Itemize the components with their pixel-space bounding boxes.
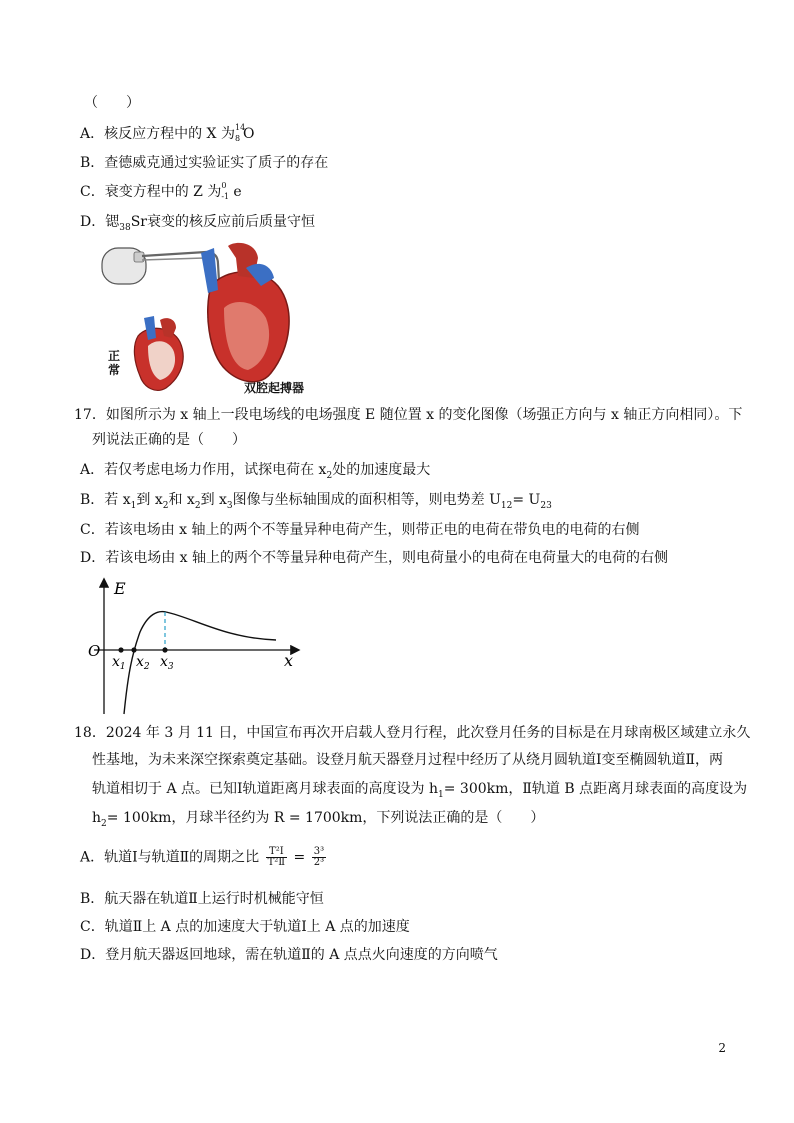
nuclide-e: 0 -1	[221, 181, 230, 201]
q16-option-d: D．锶$_{38}$Sr衰变的核反应前后质量守恒	[80, 214, 315, 233]
q17-stem-line1: 17．如图所示为 x 轴上一段电场线的电场强度 E 随位置 x 的变化图像（场强正方向与 x 轴正方向相同）。下	[74, 407, 743, 423]
e-x-graph	[84, 574, 306, 716]
q16-option-a	[80, 124, 254, 144]
x1-point	[118, 647, 123, 652]
nuclide-symbol: e	[233, 184, 242, 200]
q18-option-c: C．轨道Ⅱ上 A 点的加速度大于轨道Ⅰ上 A 点的加速度	[80, 919, 410, 935]
q18-stem-line3: 轨道相切于 A 点。已知Ⅰ轨道距离月球表面的高度设为 $h_1= 300km$，Ⅱ轨道 B 点距离月球表面的高度设为	[92, 781, 748, 800]
label-normal: 正	[108, 349, 121, 363]
q18-stem-line2: 性基地，为未来深空探索奠定基础。设登月航天器登月过程中经历了从绕月圆轨道Ⅰ变至椭圆轨道Ⅱ，两	[92, 752, 724, 768]
q18-option-d: D．登月航天器返回地球，需在轨道Ⅱ的 A 点点火向速度的方向喷气	[80, 947, 498, 963]
svg-text:常: 常	[108, 363, 121, 377]
q16-paren: （ ）	[84, 95, 140, 111]
q16-option-b: B．查德威克通过实验证实了质子的存在	[80, 155, 329, 171]
q17-option-c: C．若该电场由 x 轴上的两个不等量异种电荷产生，则带正电的电荷在带负电的电荷的右侧	[80, 522, 640, 538]
origin-label: O	[88, 642, 101, 660]
q17-option-d: D．若该电场由 x 轴上的两个不等量异种电荷产生，则电荷量小的电荷在电荷量大的电荷的右侧	[80, 550, 669, 566]
x1-label: $x_1$	[112, 654, 126, 672]
x3-point	[162, 647, 167, 652]
q18-stem-line4: $h_2= 100km$，月球半径约为 R = 1700km，下列说法正确的是（ ）	[92, 810, 545, 829]
page-number: 2	[718, 1041, 726, 1055]
x3-label: $x_3$	[160, 654, 174, 672]
nuclide-o: 14 8	[234, 123, 246, 143]
option-text: C．衰变方程中的 Z 为	[80, 184, 222, 200]
q16-option-c	[80, 182, 242, 202]
q17-stem-line2: 列说法正确的是（ ）	[92, 432, 246, 448]
option-text: A．核反应方程中的 X 为	[80, 126, 235, 142]
pacemaker-figure	[96, 238, 306, 400]
q17-option-a: A．若仅考虑电场力作用，试探电荷在 $x_2$处的加速度最大	[80, 462, 431, 481]
q18-option-b: B．航天器在轨道Ⅱ上运行时机械能守恒	[80, 891, 324, 907]
q17-option-b: B．若 $x_1$到 $x_2$和 $x_2$到 $x_3$图像与坐标轴围成的面积相等，则电势差 $U_{12}= U_{23}$	[80, 492, 552, 511]
x2-point	[131, 647, 136, 652]
period-ratio-fraction: $\frac{\text{T²Ⅰ}}{\text{T²Ⅱ}}$	[267, 846, 286, 868]
x-axis-label: x	[284, 651, 294, 670]
q18-stem-line1: 18．2024 年 3 月 11 日，中国宣布再次开启载人登月行程，此次登月任务的目标是在月球南极区域建立永久	[74, 725, 751, 741]
nuclide-symbol: O	[242, 126, 255, 142]
x2-label: $x_2$	[136, 654, 150, 672]
q18-option-a: A．轨道Ⅰ与轨道Ⅱ的周期之比 $\frac{\text{T²Ⅰ}}{\text{T²Ⅱ}}$ = $\frac{\text{3³}}{\text{2³}}$	[80, 846, 325, 868]
label-pacemaker: 双腔起搏器	[244, 381, 305, 395]
y-axis-label: E	[114, 579, 126, 598]
value-fraction: $\frac{\text{3³}}{\text{2³}}$	[313, 846, 325, 868]
